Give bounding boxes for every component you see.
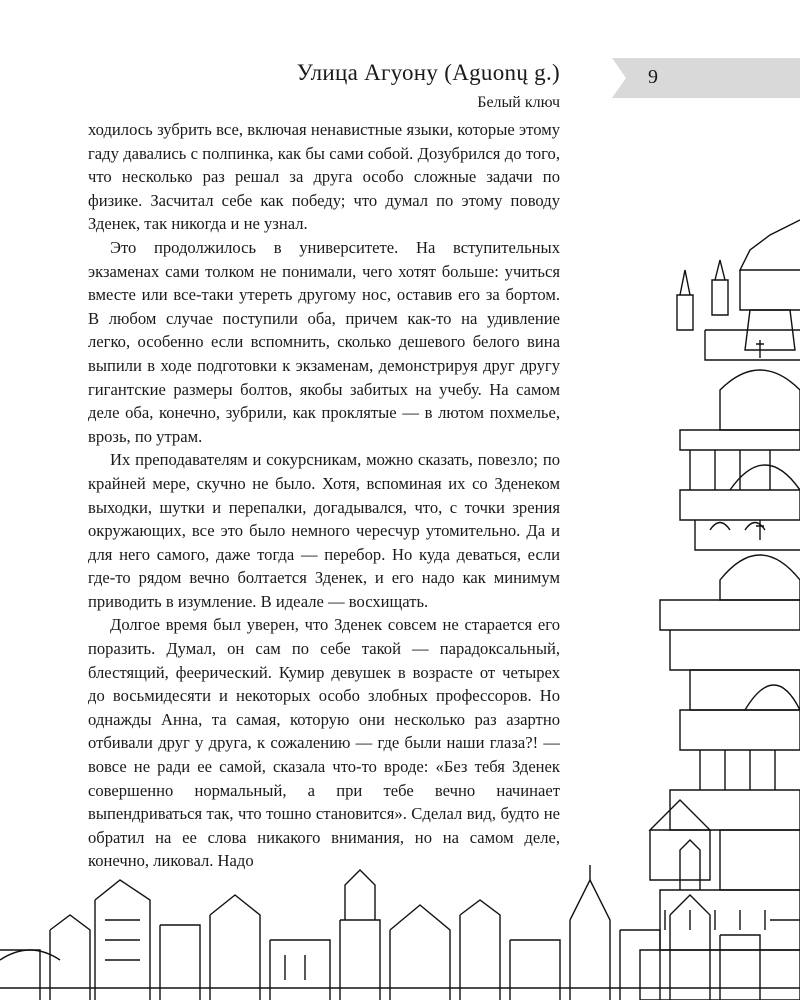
page-number: 9 [648, 66, 658, 88]
paragraph-3: Их преподавателям и сокурсникам, можно сказать, повезло; по крайней мере, скучно не было. Хотя, вспоминая их со Зденеком выходки, шутки и перепалки, догадывался, что, с точки зрения окружающих, все это было немного чересчур утомительно. Да и для него самого, даже тогда — перебор. Но куда деваться, если где-то рядом вечно болтается Зденек, и его надо как минимум приводить в изумление. В идеале — восхищать. [88, 450, 560, 611]
chapter-title: Улица Агуону (Aguonų g.) [296, 60, 560, 85]
skyline-illustration [0, 860, 800, 1000]
chapter-subtitle: Белый ключ [477, 94, 560, 111]
page-number-tab [612, 58, 800, 98]
paragraph-4: Долгое время был уверен, что Зденек совсем не старается его поразить. Думал, он сам по себе такой — парадоксальный, блестящий, феерический. Кумир девушек в возрасте от четырех до восьмидесяти и некоторых особо злобных профессоров. Но однажды Анна, та самая, которую они несколько раз азартно отбивали друг у друга, к сожалению — где были наши глаза?! — вовсе не ради ее самой, сказала что-то вроде: «Без тебя Зденек совершенно нормальный, а при тебе вечно начинает выпендриваться так, что тошно становится». Сделал вид, будто не обратил на ее слова никакого внимания, но на самом деле, конечно, ликовал. Надо [88, 615, 560, 871]
body-text [88, 118, 560, 873]
paragraph-2: Это продолжилось в университете. На вступительных экзаменах сами толком не понимали, чего хотят больше: учиться вместе или все-таки утереть другому нос, оставив его за бортом. В любом случае поступили оба, причем как-то на удивление легко, особенно если вспомнить, сколько дешевого белого вина выпили в ходе подготовки к экзаменам, демонстрируя друг другу гигантские размеры болтов, якобы забитых на учебу. На самом деле оба, конечно, зубрили, как проклятые — в лютом похмелье, врозь, по утрам. [88, 237, 560, 446]
paragraph-1: ходилось зубрить все, включая ненавистные языки, которые этому гаду давались с полпинка, как бы сами собой. Дозубрился до того, что несколько раз решал за друга особо сложные задачи по физике. Засчитал себе как победу; что думал по этому поводу Зденек, так никогда и не узнал. [88, 120, 560, 234]
